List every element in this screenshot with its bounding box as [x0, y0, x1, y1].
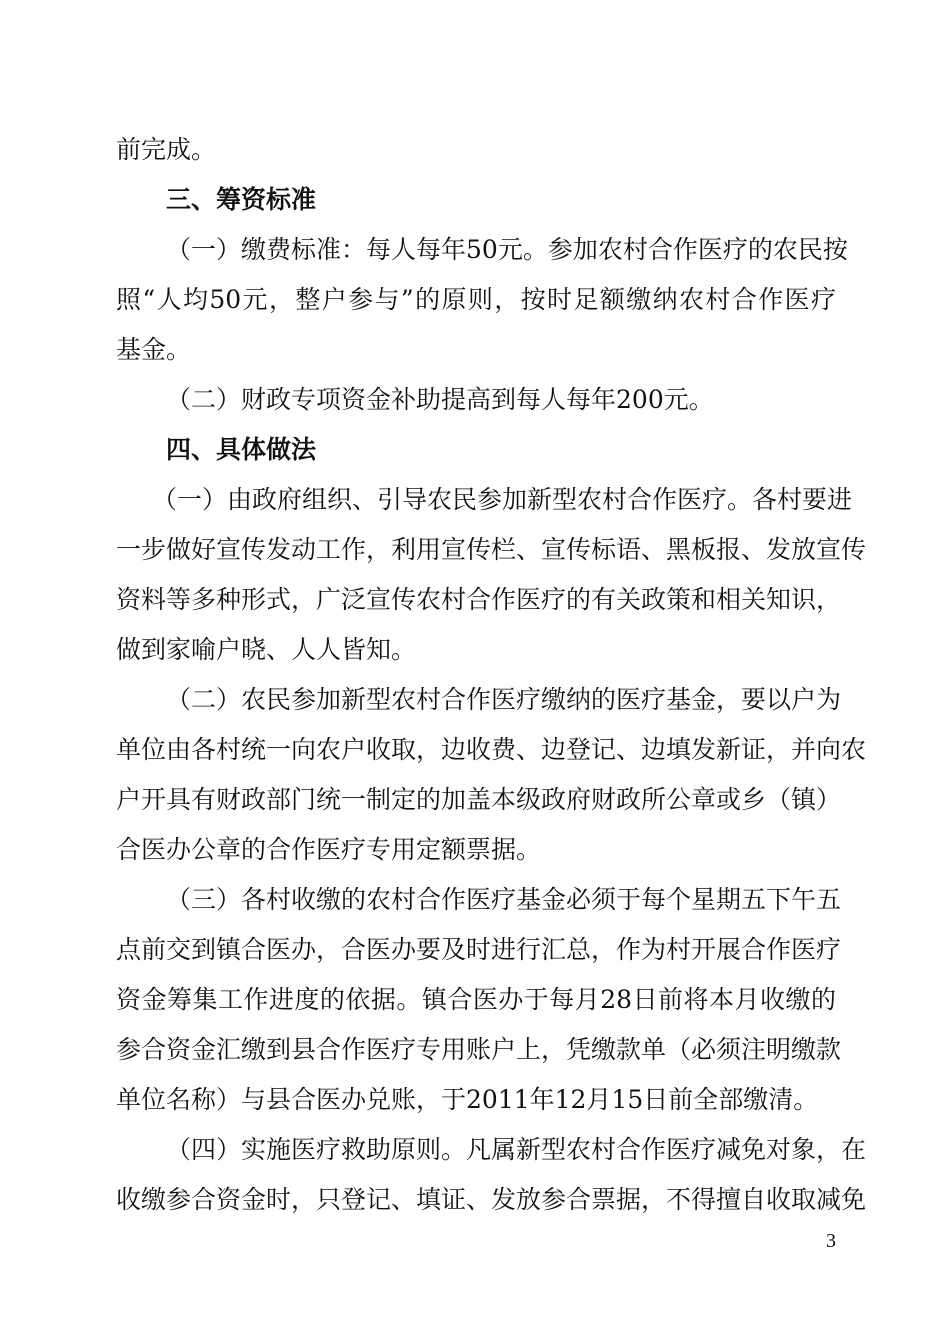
- text-line: （三）各村收缴的农村合作医疗基金必须于每个星期五下午五: [166, 885, 842, 914]
- text-line: 一步做好宣传发动工作，利用宣传栏、宣传标语、黑板报、发放宣传: [116, 535, 867, 564]
- page-number: 3: [826, 1230, 836, 1252]
- text-line: 照“人均50元，整户参与”的原则，按时足额缴纳农村合作医疗: [116, 285, 836, 314]
- text-line: （二）财政专项资金补助提高到每人每年200元。: [166, 385, 714, 414]
- text-line: 基金。: [116, 335, 192, 364]
- text-line: 前完成。: [116, 135, 217, 164]
- text-line: 单位名称）与县合医办兑账，于2011年12月15日前全部缴清。: [116, 1085, 819, 1114]
- text-line: 收缴参合资金时，只登记、填证、发放参合票据，不得擅自收取减免: [116, 1185, 867, 1214]
- text-line: 资金筹集工作进度的依据。镇合医办于每月28日前将本月收缴的: [116, 985, 836, 1014]
- text-line: 资料等多种形式，广泛宣传农村合作医疗的有关政策和相关知识，: [116, 585, 842, 614]
- text-line: 合医办公章的合作医疗专用定额票据。: [116, 835, 542, 864]
- text-line: 点前交到镇合医办，合医办要及时进行汇总，作为村开展合作医疗: [116, 935, 842, 964]
- text-line: 户开具有财政部门统一制定的加盖本级政府财政所公章或乡（镇）: [116, 785, 842, 814]
- text-line: （四）实施医疗救助原则。凡属新型农村合作医疗减免对象，在: [166, 1135, 867, 1164]
- text-line: 参合资金汇缴到县合作医疗专用账户上，凭缴款单（必须注明缴款: [116, 1035, 842, 1064]
- section-heading-specific-methods: 四、具体做法: [166, 435, 317, 464]
- text-line: 做到家喻户晓、人人皆知。: [116, 635, 417, 664]
- section-heading-funding-standard: 三、筹资标准: [166, 185, 317, 214]
- text-line: 单位由各村统一向农户收取，边收费、边登记、边填发新证，并向农: [116, 735, 867, 764]
- text-line: （一）缴费标准：每人每年50元。参加农村合作医疗的农民按: [166, 235, 848, 264]
- text-line: （二）农民参加新型农村合作医疗缴纳的医疗基金，要以户为: [166, 685, 842, 714]
- text-line: （一）由政府组织、引导农民参加新型农村合作医疗。各村要进: [152, 485, 853, 514]
